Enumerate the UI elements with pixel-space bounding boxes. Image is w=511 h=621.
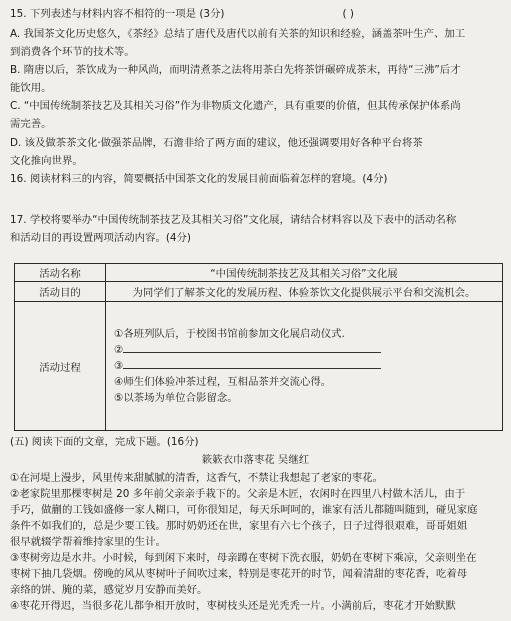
article-title: 簌簌衣巾落枣花 吴继红 (201, 454, 310, 466)
step-4: ④师生们体验冲茶过程，互相品茶并交流心得。 (114, 376, 332, 388)
question-15-text: 15. 下列表述与材料内容不相符的一项是 (3分) (10, 8, 225, 20)
activity-name-label: 活动名称 (15, 264, 106, 282)
paragraph-4-line1: ④枣花开得迟，当很多花儿都争相开放时，枣树枝头还是光秃秃一片。小满前后，枣花才开始默默 (10, 600, 456, 612)
answer-paren: ( ) (342, 8, 354, 20)
step-2-marker: ② (114, 344, 124, 356)
paragraph-2-line1: ②老家院里那棵枣树是 20 多年前父亲亲手栽下的。父亲是木匠，农闲时在四里八村做木活儿，由于 (10, 488, 466, 500)
question-17-line1: 17. 学校将要举办“中国传统制茶技艺及其相关习俗”文化展，请结合材料容以及下表中的活动名称 (10, 214, 457, 226)
option-d-line1: D. 该及做茶茶文化·做强茶品牌，石澹非给了两方面的建议，他还强调要用好各种平台将茶 (10, 137, 423, 149)
question-17-line2: 和活动目的再设置两项活动内容。(4分) (10, 232, 191, 244)
question-16: 16. 阅读材料三的内容，简要概括中国茶文化的发展目前面临着怎样的窘境。(4分) (10, 173, 388, 185)
option-a-line2: 到消费各个环节的技术等。 (10, 46, 135, 58)
answer-blank-2[interactable] (123, 342, 381, 353)
table-row (15, 264, 503, 282)
paragraph-1: ①在河堤上漫步，风里传来甜腻腻的清香，这香气，不禁让我想起了老家的枣花。 (10, 472, 383, 484)
activity-process-steps (106, 302, 503, 431)
step-1: ①各班列队后，于校图书馆前参加文化展启动仪式. (114, 328, 345, 340)
step-5: ⑤以茶场为单位合影留念。 (114, 392, 238, 404)
option-c-line2: 需完善。 (10, 118, 52, 130)
option-b-line2: 能饮用。 (10, 82, 52, 94)
activity-purpose-value: 为同学们了解茶文化的发展历程、体验茶饮文化提供展示平台和交流机会。 (106, 282, 503, 302)
option-b-line1: B. 隋唐以后，茶饮成为一种风尚，而明清煮茶之法将用茶白先将茶饼碾碎成茶末，再待“三沸”后才 (10, 64, 461, 76)
activity-name-value: “中国传统制茶技艺及其相关习俗”文化展 (106, 264, 503, 282)
option-a-line1: A. 我国茶文化历史悠久，《茶经》总结了唐代及唐代以前有关茶的知识和经验，涵盖茶叶生产、加工 (10, 28, 466, 40)
answer-blank-3[interactable] (123, 358, 381, 369)
table-row (15, 302, 503, 431)
section-5-heading: (五) 阅读下面的文章，完成下题。(16分) (10, 436, 199, 448)
step-3-marker: ③ (114, 360, 124, 372)
paragraph-2-line3: 条件不如我们的，总是少要工钱。那时奶奶还在世，家里有六七个孩子，日子过得很艰难，哥哥姐姐 (10, 520, 468, 532)
step-3-row (114, 358, 498, 374)
activity-purpose-label: 活动目的 (15, 282, 106, 302)
paragraph-2-line4: 很早就辍学帮着维持家里的生计。 (10, 536, 166, 548)
activity-process-label: 活动过程 (15, 302, 106, 431)
paragraph-3-line2: 枣树下抽几袋烟。傍晚的风从枣树叶子间吹过来，特别是枣花开的时节，闻着清甜的枣花香，吃着母 (10, 568, 468, 580)
paragraph-3-line1: ③枣树旁边是水井。小时候，每到闲下来时，母亲蹲在枣树下洗衣服，奶奶在枣树下乘凉，父亲则坐在 (10, 552, 477, 564)
activity-table (14, 263, 503, 431)
option-c-line1: C. “中国传统制茶技艺及其相关习俗”作为非物质文化遗产，具有重要的价值，但其传承保护体系尚 (10, 100, 461, 112)
question-15-title (10, 6, 503, 22)
step-2-row (114, 342, 498, 358)
paragraph-2-line2: 手巧，做蒯的工钱如盛修一家人糊口，可你很知足，每天乐呵呵的，谁家有活儿都随叫随到，碰见家庭 (10, 504, 478, 516)
option-d-line2: 文化推向世界。 (10, 155, 83, 167)
paragraph-3-line3: 亲络的饼、腌的菜，感觉岁月安静而美好。 (10, 584, 208, 596)
table-row (15, 282, 503, 302)
